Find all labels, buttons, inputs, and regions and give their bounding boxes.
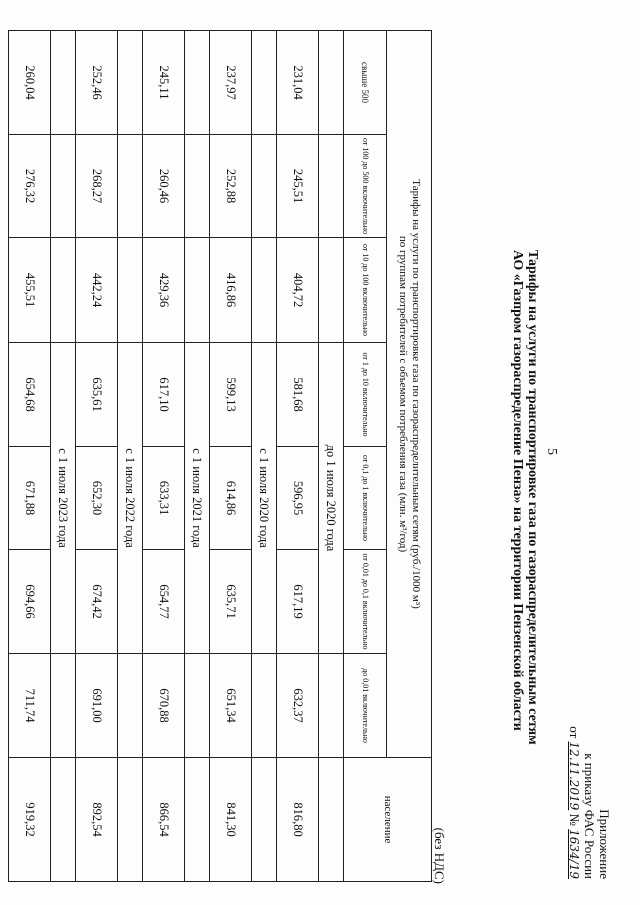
tariff-table (8, 30, 432, 882)
value-cell: 919,32 (9, 758, 51, 882)
header-row-main (387, 31, 432, 882)
values-row (143, 31, 185, 882)
value-cell: 691,00 (76, 654, 118, 758)
value-cell: 252,88 (210, 135, 252, 238)
col-header: от 100 до 500 включительно (344, 135, 387, 238)
value-cell: 429,36 (143, 238, 185, 343)
value-cell: 404,72 (277, 238, 319, 343)
value-cell: 694,66 (9, 550, 51, 654)
value-cell: 260,04 (9, 31, 51, 135)
col-header: до 0,01 включительно (344, 654, 387, 758)
value-cell: 654,77 (143, 550, 185, 654)
period-row (252, 31, 277, 882)
value-cell: 245,11 (143, 31, 185, 135)
header-main-text: Тарифы на услуги по транспортировке газа по газораспределительным сетям (руб./1000 м³) (410, 179, 422, 609)
header-sub-text: по группам потребителей с объемом потребления газа (млн. м³/год) (397, 235, 409, 553)
value-cell: 866,54 (143, 758, 185, 882)
value-cell: 671,88 (9, 447, 51, 550)
value-cell: 268,27 (76, 135, 118, 238)
order-date: 12.11.2019 (567, 741, 581, 811)
values-row (76, 31, 118, 882)
value-cell: 635,61 (76, 343, 118, 447)
value-cell: 245,51 (277, 135, 319, 238)
value-cell: 892,54 (76, 758, 118, 882)
value-cell: 599,13 (210, 343, 252, 447)
col-header: от 0,1 до 1 включительно (344, 447, 387, 550)
period-label: с 1 июля 2021 года (185, 343, 210, 654)
header-main-cell (387, 31, 432, 758)
value-cell: 231,04 (277, 31, 319, 135)
value-cell: 416,86 (210, 238, 252, 343)
value-cell: 442,24 (76, 238, 118, 343)
vat-note: (без НДС) (432, 827, 447, 884)
values-row (210, 31, 252, 882)
values-row (9, 31, 51, 882)
value-cell: 260,46 (143, 135, 185, 238)
value-cell: 617,10 (143, 343, 185, 447)
period-label: с 1 июля 2022 года (118, 343, 143, 654)
col-header: свыше 500 (344, 31, 387, 135)
value-cell: 841,30 (210, 758, 252, 882)
date-prefix: от (567, 726, 582, 739)
appendix-label: Приложение (597, 809, 612, 879)
value-cell: 596,95 (277, 447, 319, 550)
period-row (51, 31, 76, 882)
value-cell: 633,31 (143, 447, 185, 550)
title-line-1: Тарифы на услуги по транспортировке газа по газораспределительным сетям (525, 250, 540, 745)
value-cell: 652,30 (76, 447, 118, 550)
value-cell: 651,34 (210, 654, 252, 758)
period-label: с 1 июля 2023 года (51, 343, 76, 654)
appendix-date-line (566, 726, 582, 879)
value-cell: 632,37 (277, 654, 319, 758)
col-header: от 0,01 до 0,1 включительно (344, 550, 387, 654)
value-cell: 816,80 (277, 758, 319, 882)
period-label: с 1 июля 2020 года (252, 343, 277, 654)
period-row (185, 31, 210, 882)
value-cell: 455,51 (9, 238, 51, 343)
period-row (319, 31, 344, 882)
values-row (277, 31, 319, 882)
value-cell: 237,97 (210, 31, 252, 135)
value-cell: 617,19 (277, 550, 319, 654)
value-cell: 614,86 (210, 447, 252, 550)
period-row (118, 31, 143, 882)
title-line-2: АО «Газпром газораспределение Пенза» на территории Пензенской области (510, 250, 525, 731)
value-cell: 670,88 (143, 654, 185, 758)
header-row-groups (344, 31, 387, 882)
value-cell: 635,71 (210, 550, 252, 654)
value-cell: 276,32 (9, 135, 51, 238)
value-cell: 711,74 (9, 654, 51, 758)
header-population: население (344, 758, 432, 882)
period-label: до 1 июля 2020 года (319, 343, 344, 654)
col-header: от 10 до 100 включительно (344, 238, 387, 343)
appendix-order: к приказу ФАС России (582, 753, 597, 879)
page-number: 5 (544, 448, 559, 455)
value-cell: 654,68 (9, 343, 51, 447)
number-prefix: № (567, 813, 582, 826)
order-number: 1634/19 (567, 829, 581, 879)
value-cell: 252,46 (76, 31, 118, 135)
value-cell: 674,42 (76, 550, 118, 654)
document-title (510, 250, 540, 745)
appendix-block (566, 726, 612, 879)
value-cell: 581,68 (277, 343, 319, 447)
col-header: от 1 до 10 включительно (344, 343, 387, 447)
